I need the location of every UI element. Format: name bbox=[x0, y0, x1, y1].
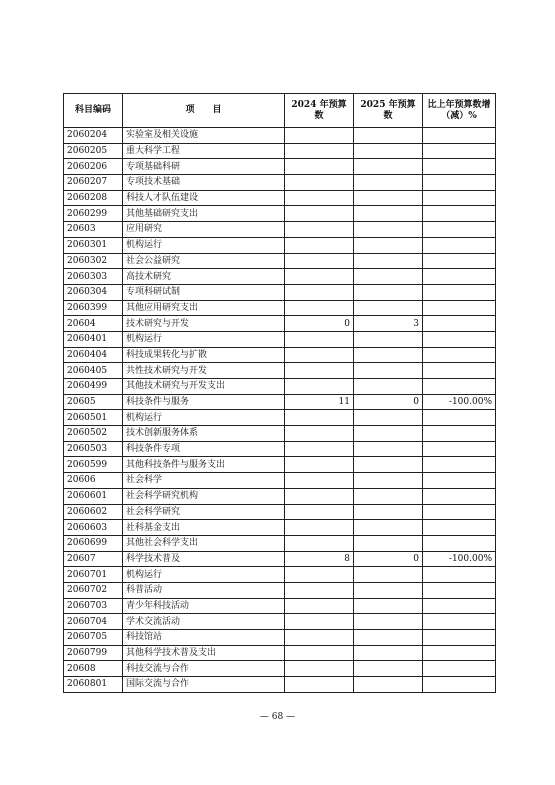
cell-2025 bbox=[354, 567, 423, 583]
cell-change bbox=[423, 426, 496, 442]
cell-change bbox=[423, 222, 496, 238]
table-row bbox=[64, 630, 496, 646]
cell-change: -100.00% bbox=[423, 551, 496, 567]
cell-change bbox=[423, 614, 496, 630]
cell-2024 bbox=[285, 520, 354, 536]
cell-item: 共性技术研究与开发 bbox=[123, 363, 285, 379]
cell-item: 机构运行 bbox=[123, 410, 285, 426]
table-row bbox=[64, 488, 496, 504]
cell-2025 bbox=[354, 426, 423, 442]
cell-2025 bbox=[354, 598, 423, 614]
cell-2025 bbox=[354, 331, 423, 347]
cell-2025 bbox=[354, 504, 423, 520]
table-row bbox=[64, 190, 496, 206]
cell-item: 科技条件与服务 bbox=[123, 394, 285, 410]
cell-2025 bbox=[354, 222, 423, 238]
cell-code: 2060602 bbox=[64, 504, 123, 520]
cell-2024 bbox=[285, 614, 354, 630]
table-row bbox=[64, 269, 496, 285]
cell-item: 社会公益研究 bbox=[123, 253, 285, 269]
cell-change bbox=[423, 661, 496, 677]
cell-2024 bbox=[285, 143, 354, 159]
cell-item: 社会科学 bbox=[123, 473, 285, 489]
cell-2024 bbox=[285, 567, 354, 583]
cell-code: 20608 bbox=[64, 661, 123, 677]
table-row bbox=[64, 128, 496, 144]
cell-change bbox=[423, 488, 496, 504]
cell-2025 bbox=[354, 253, 423, 269]
cell-2024 bbox=[285, 488, 354, 504]
cell-2024 bbox=[285, 253, 354, 269]
cell-item: 专项技术基础 bbox=[123, 175, 285, 191]
cell-2025 bbox=[354, 284, 423, 300]
cell-item: 机构运行 bbox=[123, 567, 285, 583]
table-header bbox=[64, 94, 496, 128]
cell-code: 2060501 bbox=[64, 410, 123, 426]
cell-item: 科普活动 bbox=[123, 582, 285, 598]
table-row bbox=[64, 379, 496, 395]
cell-item: 实验室及相关设施 bbox=[123, 128, 285, 144]
cell-2024 bbox=[285, 441, 354, 457]
cell-code: 2060303 bbox=[64, 269, 123, 285]
cell-code: 2060704 bbox=[64, 614, 123, 630]
cell-change bbox=[423, 143, 496, 159]
table-row bbox=[64, 504, 496, 520]
cell-code: 2060599 bbox=[64, 457, 123, 473]
cell-code: 2060799 bbox=[64, 645, 123, 661]
header-item: 项 目 bbox=[123, 94, 285, 128]
cell-change bbox=[423, 300, 496, 316]
cell-code: 2060703 bbox=[64, 598, 123, 614]
cell-code: 2060208 bbox=[64, 190, 123, 206]
cell-change bbox=[423, 206, 496, 222]
cell-item: 科技交流与合作 bbox=[123, 661, 285, 677]
cell-code: 20603 bbox=[64, 222, 123, 238]
cell-code: 2060401 bbox=[64, 331, 123, 347]
cell-code: 2060503 bbox=[64, 441, 123, 457]
cell-code: 2060499 bbox=[64, 379, 123, 395]
table-row bbox=[64, 677, 496, 693]
cell-item: 高技术研究 bbox=[123, 269, 285, 285]
cell-code: 20607 bbox=[64, 551, 123, 567]
cell-2024 bbox=[285, 645, 354, 661]
cell-2025 bbox=[354, 457, 423, 473]
cell-change bbox=[423, 645, 496, 661]
cell-2025 bbox=[354, 269, 423, 285]
cell-change bbox=[423, 535, 496, 551]
header-2025: 2025 年预算数 bbox=[354, 94, 423, 128]
cell-2025 bbox=[354, 347, 423, 363]
cell-2025 bbox=[354, 645, 423, 661]
cell-code: 2060404 bbox=[64, 347, 123, 363]
cell-item: 科技成果转化与扩散 bbox=[123, 347, 285, 363]
cell-2025 bbox=[354, 175, 423, 191]
cell-2025 bbox=[354, 441, 423, 457]
cell-2024 bbox=[285, 582, 354, 598]
cell-2025 bbox=[354, 206, 423, 222]
cell-2024 bbox=[285, 630, 354, 646]
cell-2025 bbox=[354, 661, 423, 677]
cell-item: 机构运行 bbox=[123, 237, 285, 253]
table-row bbox=[64, 300, 496, 316]
table-row bbox=[64, 284, 496, 300]
cell-code: 2060207 bbox=[64, 175, 123, 191]
cell-change bbox=[423, 457, 496, 473]
cell-2024 bbox=[285, 159, 354, 175]
cell-change bbox=[423, 159, 496, 175]
cell-code: 2060301 bbox=[64, 237, 123, 253]
table-row bbox=[64, 598, 496, 614]
cell-2025 bbox=[354, 300, 423, 316]
cell-2025 bbox=[354, 128, 423, 144]
table-row bbox=[64, 426, 496, 442]
cell-change bbox=[423, 379, 496, 395]
cell-item: 社会科学研究 bbox=[123, 504, 285, 520]
cell-code: 2060304 bbox=[64, 284, 123, 300]
cell-2024 bbox=[285, 661, 354, 677]
cell-2025 bbox=[354, 473, 423, 489]
cell-item: 其他应用研究支出 bbox=[123, 300, 285, 316]
cell-item: 其他技术研究与开发支出 bbox=[123, 379, 285, 395]
header-2024: 2024 年预算数 bbox=[285, 94, 354, 128]
cell-change bbox=[423, 520, 496, 536]
cell-item: 机构运行 bbox=[123, 331, 285, 347]
cell-code: 20604 bbox=[64, 316, 123, 332]
cell-code: 2060702 bbox=[64, 582, 123, 598]
cell-2024 bbox=[285, 363, 354, 379]
cell-2025 bbox=[354, 535, 423, 551]
cell-2025 bbox=[354, 159, 423, 175]
cell-change bbox=[423, 347, 496, 363]
cell-change bbox=[423, 316, 496, 332]
cell-2025 bbox=[354, 677, 423, 693]
cell-change bbox=[423, 441, 496, 457]
cell-change bbox=[423, 567, 496, 583]
cell-item: 重大科学工程 bbox=[123, 143, 285, 159]
cell-2024 bbox=[285, 331, 354, 347]
cell-item: 科技条件专项 bbox=[123, 441, 285, 457]
cell-2025 bbox=[354, 582, 423, 598]
cell-2025 bbox=[354, 237, 423, 253]
cell-change bbox=[423, 284, 496, 300]
cell-change bbox=[423, 237, 496, 253]
cell-item: 其他社会科学支出 bbox=[123, 535, 285, 551]
cell-change: -100.00% bbox=[423, 394, 496, 410]
header-code: 科目编码 bbox=[64, 94, 123, 128]
cell-2024 bbox=[285, 128, 354, 144]
cell-2025 bbox=[354, 614, 423, 630]
cell-2024 bbox=[285, 175, 354, 191]
cell-2024 bbox=[285, 190, 354, 206]
cell-item: 社会科学研究机构 bbox=[123, 488, 285, 504]
cell-code: 2060502 bbox=[64, 426, 123, 442]
cell-change bbox=[423, 582, 496, 598]
cell-change bbox=[423, 253, 496, 269]
table-row bbox=[64, 237, 496, 253]
cell-item: 社科基金支出 bbox=[123, 520, 285, 536]
cell-2024 bbox=[285, 598, 354, 614]
budget-table bbox=[63, 93, 496, 693]
cell-2024 bbox=[285, 300, 354, 316]
cell-2024 bbox=[285, 284, 354, 300]
table-row bbox=[64, 441, 496, 457]
cell-2025 bbox=[354, 143, 423, 159]
cell-2024 bbox=[285, 237, 354, 253]
cell-change bbox=[423, 410, 496, 426]
table-row bbox=[64, 567, 496, 583]
cell-2025: 0 bbox=[354, 551, 423, 567]
header-change: 比上年预算数增（减）% bbox=[423, 94, 496, 128]
table-row bbox=[64, 582, 496, 598]
cell-item: 专项科研试制 bbox=[123, 284, 285, 300]
table-row bbox=[64, 661, 496, 677]
cell-item: 其他科技条件与服务支出 bbox=[123, 457, 285, 473]
table-row bbox=[64, 159, 496, 175]
table-body bbox=[64, 128, 496, 693]
cell-code: 2060801 bbox=[64, 677, 123, 693]
cell-2024 bbox=[285, 473, 354, 489]
cell-2024 bbox=[285, 410, 354, 426]
cell-code: 2060302 bbox=[64, 253, 123, 269]
table-row bbox=[64, 645, 496, 661]
cell-item: 其他基础研究支出 bbox=[123, 206, 285, 222]
cell-2024 bbox=[285, 222, 354, 238]
table-row bbox=[64, 222, 496, 238]
cell-2024: 8 bbox=[285, 551, 354, 567]
cell-2025: 3 bbox=[354, 316, 423, 332]
table-row bbox=[64, 253, 496, 269]
cell-change bbox=[423, 598, 496, 614]
cell-2025 bbox=[354, 630, 423, 646]
cell-code: 2060705 bbox=[64, 630, 123, 646]
table-row bbox=[64, 394, 496, 410]
cell-2024 bbox=[285, 457, 354, 473]
cell-2025: 0 bbox=[354, 394, 423, 410]
table-row bbox=[64, 535, 496, 551]
cell-item: 科技人才队伍建设 bbox=[123, 190, 285, 206]
cell-2024 bbox=[285, 347, 354, 363]
cell-change bbox=[423, 269, 496, 285]
cell-2025 bbox=[354, 520, 423, 536]
cell-item: 学术交流活动 bbox=[123, 614, 285, 630]
cell-2025 bbox=[354, 488, 423, 504]
cell-change bbox=[423, 630, 496, 646]
cell-code: 2060603 bbox=[64, 520, 123, 536]
table-row bbox=[64, 331, 496, 347]
table-row bbox=[64, 363, 496, 379]
cell-code: 2060204 bbox=[64, 128, 123, 144]
cell-item: 技术创新服务体系 bbox=[123, 426, 285, 442]
cell-2024 bbox=[285, 379, 354, 395]
cell-2024 bbox=[285, 206, 354, 222]
table-row bbox=[64, 520, 496, 536]
cell-2024 bbox=[285, 535, 354, 551]
cell-change bbox=[423, 190, 496, 206]
cell-item: 专项基础科研 bbox=[123, 159, 285, 175]
cell-change bbox=[423, 363, 496, 379]
cell-code: 2060206 bbox=[64, 159, 123, 175]
cell-item: 科技馆站 bbox=[123, 630, 285, 646]
cell-2024: 0 bbox=[285, 316, 354, 332]
cell-change bbox=[423, 128, 496, 144]
cell-item: 科学技术普及 bbox=[123, 551, 285, 567]
cell-change bbox=[423, 175, 496, 191]
cell-item: 国际交流与合作 bbox=[123, 677, 285, 693]
page-number: — 68 — bbox=[259, 712, 296, 722]
cell-change bbox=[423, 331, 496, 347]
cell-code: 2060699 bbox=[64, 535, 123, 551]
cell-2025 bbox=[354, 410, 423, 426]
cell-code: 2060701 bbox=[64, 567, 123, 583]
cell-2025 bbox=[354, 190, 423, 206]
table-row bbox=[64, 614, 496, 630]
cell-code: 2060299 bbox=[64, 206, 123, 222]
cell-2024 bbox=[285, 504, 354, 520]
cell-change bbox=[423, 473, 496, 489]
table-row bbox=[64, 473, 496, 489]
cell-2025 bbox=[354, 379, 423, 395]
cell-2025 bbox=[354, 363, 423, 379]
cell-code: 2060205 bbox=[64, 143, 123, 159]
cell-item: 技术研究与开发 bbox=[123, 316, 285, 332]
cell-code: 20606 bbox=[64, 473, 123, 489]
table-row bbox=[64, 551, 496, 567]
table-row bbox=[64, 457, 496, 473]
table-row bbox=[64, 206, 496, 222]
table-row bbox=[64, 347, 496, 363]
table-row bbox=[64, 410, 496, 426]
cell-item: 应用研究 bbox=[123, 222, 285, 238]
cell-2024 bbox=[285, 269, 354, 285]
cell-item: 其他科学技术普及支出 bbox=[123, 645, 285, 661]
cell-2024: 11 bbox=[285, 394, 354, 410]
table-row bbox=[64, 316, 496, 332]
cell-change bbox=[423, 677, 496, 693]
cell-2024 bbox=[285, 677, 354, 693]
table-row bbox=[64, 175, 496, 191]
cell-item: 青少年科技活动 bbox=[123, 598, 285, 614]
cell-code: 2060405 bbox=[64, 363, 123, 379]
cell-code: 20605 bbox=[64, 394, 123, 410]
cell-change bbox=[423, 504, 496, 520]
cell-code: 2060399 bbox=[64, 300, 123, 316]
cell-2024 bbox=[285, 426, 354, 442]
table-row bbox=[64, 143, 496, 159]
header-row bbox=[64, 94, 496, 128]
cell-code: 2060601 bbox=[64, 488, 123, 504]
